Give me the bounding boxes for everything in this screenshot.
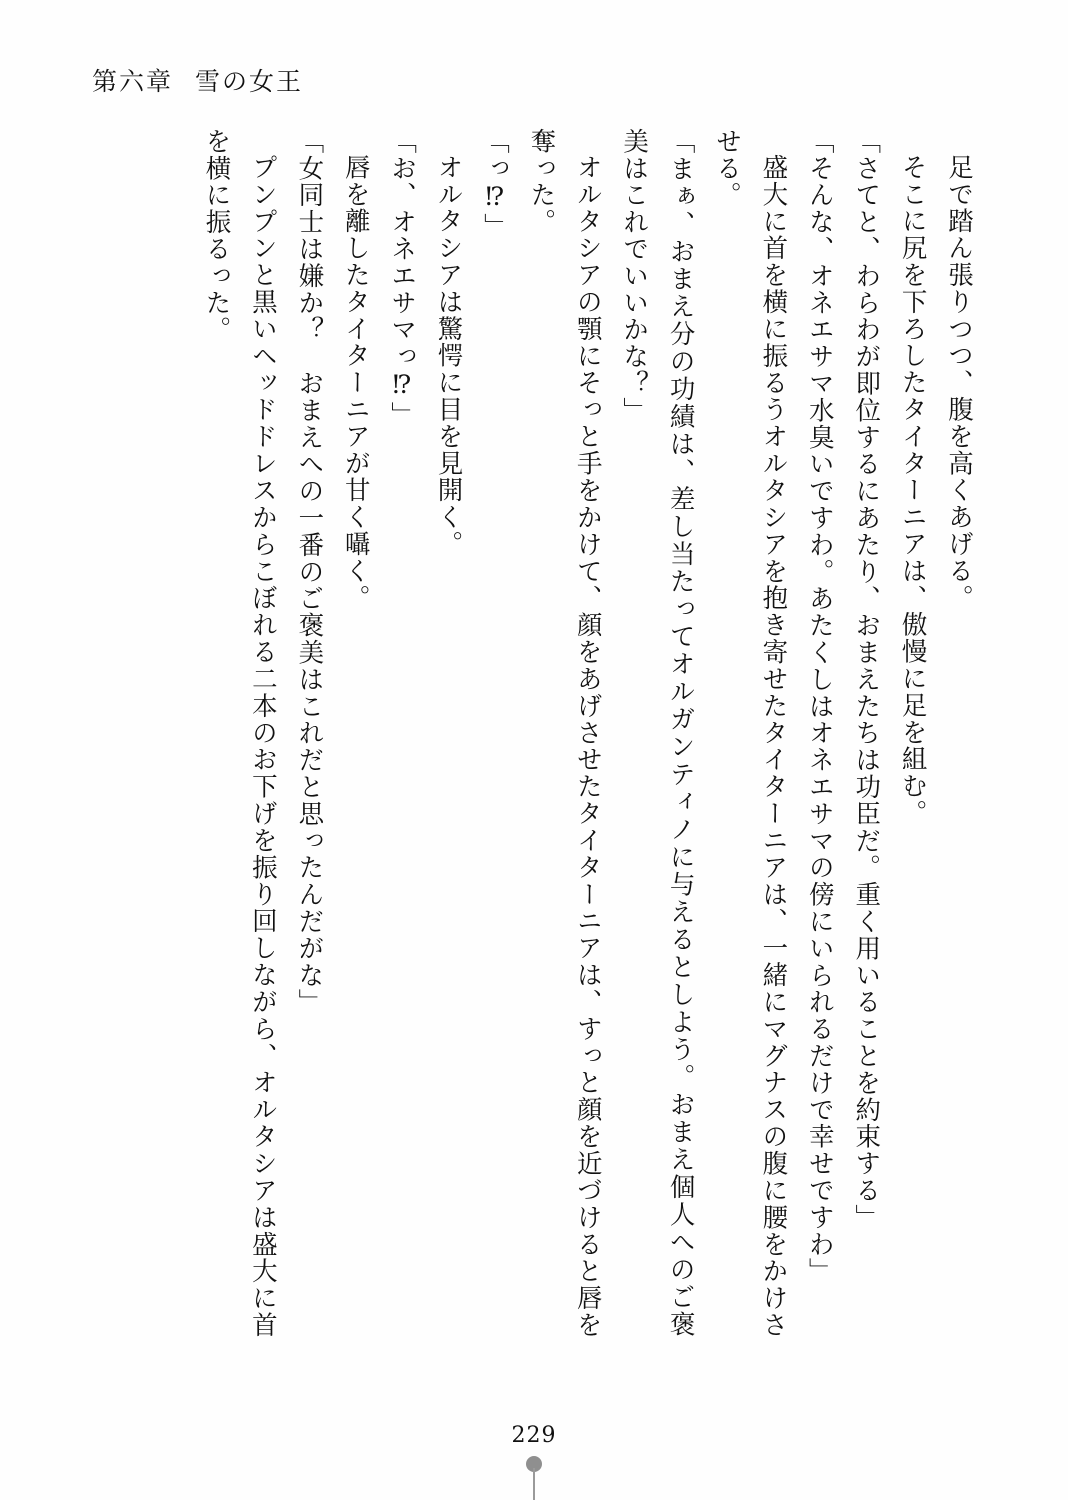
page-number: 229	[511, 1423, 557, 1448]
paragraph: 「女同士は嫌か？ おまえへの一番のご褒美はこれだと思ったんだがな」	[294, 128, 325, 1016]
chapter-title: 雪の女王	[195, 67, 304, 96]
decorative-mark-icon	[521, 1450, 547, 1500]
chapter-heading	[92, 62, 303, 98]
paragraph: 「そんな、オネエサマ水臭いですわ。あたくしはオネエサマの傍にいられるだけで幸せですわ」	[804, 128, 835, 1285]
paragraph: オルタシアの顎にそっと手をかけて、顔をあげさせたタイターニアは、すっと顔を近づけると唇を奪った。	[526, 128, 603, 1338]
paragraph: 唇を離したタイターニアが甘く囁く。	[340, 153, 371, 611]
paragraph: 「まぁ、おまえ分の功績は、差し当たってオルガンティノに与えるとしよう。おまえ個人へのご褒美はこれでいいかな？」	[619, 128, 696, 1338]
paragraph: プンプンと黒いヘッドドレスからこぼれる二本のお下げを振り回しながら、オルタシアは盛大に首を横に振るった。	[201, 128, 278, 1338]
paragraph: 「お、オネエサマっ⁉」	[387, 128, 418, 429]
paragraph: オルタシアは驚愕に目を見開く。	[433, 153, 464, 557]
paragraph: 「さてと、わらわが即位するにあたり、おまえたちは功臣だ。重く用いることを約束する」	[851, 128, 882, 1231]
paragraph: 盛大に首を横に振るうオルタシアを抱き寄せたタイターニアは、一緒にマグナスの腹に腰をかけさせる。	[711, 128, 789, 1338]
paragraph: そこに尻を下ろしたタイターニアは、傲慢に足を組む。	[897, 153, 928, 826]
chapter-number: 第六章	[92, 67, 174, 96]
paragraph: 「っ⁉」	[479, 128, 510, 241]
decorative-mark-stem	[533, 1468, 535, 1500]
paragraph: 足で踏ん張りつつ、腹を高くあげる。	[944, 153, 974, 611]
body-text	[126, 128, 982, 1338]
